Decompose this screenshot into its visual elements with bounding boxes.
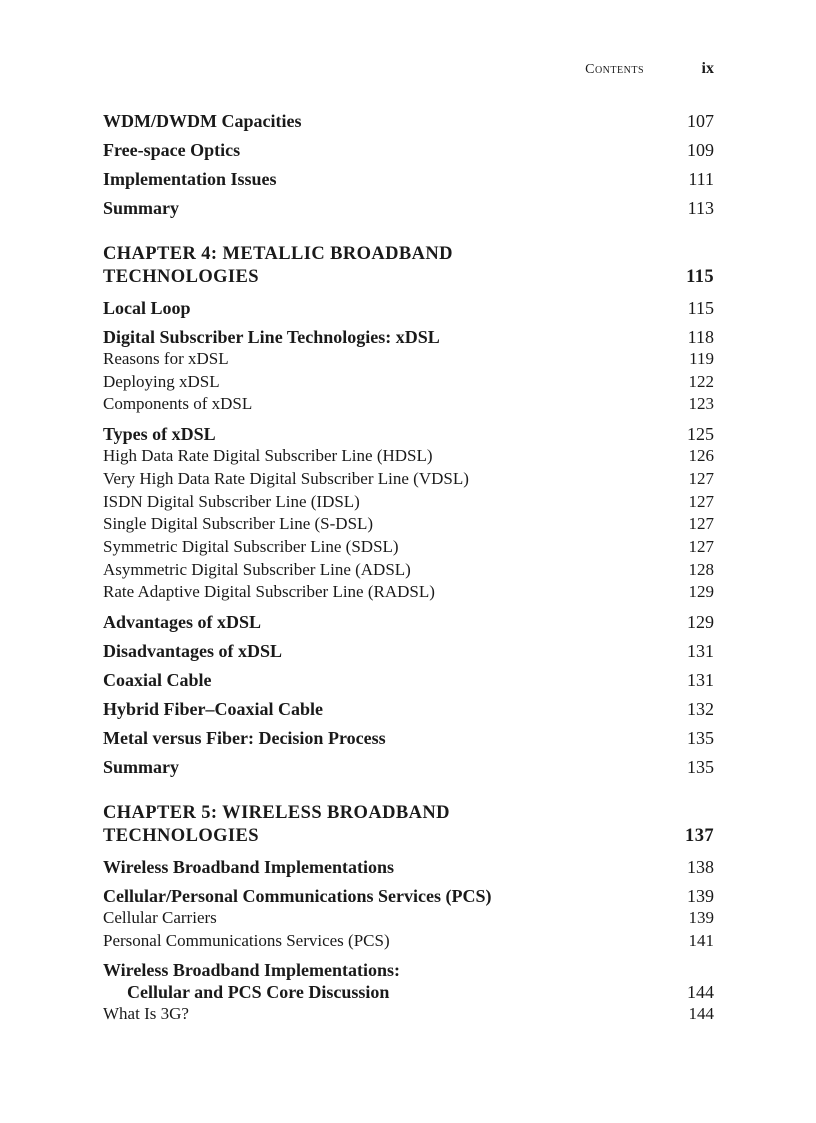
toc-section-entry bbox=[103, 756, 714, 778]
toc-entry-page-number: 131 bbox=[687, 670, 714, 691]
toc-subsection-entry bbox=[103, 536, 714, 559]
chapter-title-line1: CHAPTER 5: WIRELESS BROADBAND bbox=[103, 803, 450, 824]
toc-entry-row bbox=[103, 981, 714, 1003]
toc-entry-page-number: 128 bbox=[688, 559, 714, 579]
toc-entry-page-number: 139 bbox=[687, 886, 714, 907]
toc-entry-title: Summary bbox=[103, 757, 179, 778]
toc-subsection-entry bbox=[103, 907, 714, 930]
toc-section-entry bbox=[103, 727, 714, 749]
toc-entry-page-number: 127 bbox=[688, 514, 714, 534]
toc-entry-page-number: 122 bbox=[688, 371, 714, 391]
toc-section-entry bbox=[103, 326, 714, 348]
toc-entry-title-line1: Wireless Broadband Implementations: bbox=[103, 960, 401, 981]
chapter-heading bbox=[103, 802, 714, 848]
running-head-title: Contents bbox=[585, 62, 644, 77]
toc-entry-page-number: 126 bbox=[688, 446, 714, 466]
toc-entry-title: Personal Communications Services (PCS) bbox=[103, 930, 390, 950]
toc-entry-title: Asymmetric Digital Subscriber Line (ADSL) bbox=[103, 559, 411, 579]
toc-entry-title: Deploying xDSL bbox=[103, 371, 220, 391]
toc-entry-multiline bbox=[103, 959, 714, 1003]
toc-entry-title: Types of xDSL bbox=[103, 424, 216, 445]
toc-entry-title: Symmetric Digital Subscriber Line (SDSL) bbox=[103, 536, 399, 556]
chapter-title-line2: TECHNOLOGIES bbox=[103, 826, 259, 847]
toc-entry-title: Implementation Issues bbox=[103, 169, 277, 189]
toc-section-entry bbox=[103, 110, 714, 132]
toc-entry-title: Very High Data Rate Digital Subscriber Line (VDSL) bbox=[103, 468, 469, 488]
toc-entry-title: Digital Subscriber Line Technologies: xDSL bbox=[103, 327, 440, 347]
running-head bbox=[103, 60, 714, 80]
toc-entry-page-number: 139 bbox=[688, 908, 714, 928]
toc-subsection-entry bbox=[103, 1003, 714, 1026]
toc-entry-title: Local Loop bbox=[103, 298, 191, 318]
toc-entry-page-number: 144 bbox=[688, 1004, 714, 1024]
toc-subsection-entry bbox=[103, 581, 714, 604]
toc-entry-page-number: 127 bbox=[688, 536, 714, 556]
toc-entry-title: Coaxial Cable bbox=[103, 670, 212, 691]
toc-entry-page-number: 141 bbox=[688, 930, 714, 950]
toc-subsection-entry bbox=[103, 348, 714, 371]
chapter-title-row bbox=[103, 825, 714, 848]
toc-entry-page-number: 125 bbox=[687, 424, 714, 445]
toc-subsection-entry bbox=[103, 393, 714, 416]
toc-subsection-entry bbox=[103, 468, 714, 491]
toc-entry-title: High Data Rate Digital Subscriber Line (HDSL) bbox=[103, 446, 433, 466]
toc-entry-page-number: 119 bbox=[689, 349, 714, 368]
toc-subsection-entry bbox=[103, 491, 714, 514]
toc-entry-page-number: 109 bbox=[687, 140, 714, 160]
toc-entry-page-number: 123 bbox=[688, 394, 714, 414]
toc-section-entry bbox=[103, 139, 714, 161]
chapter-title-line2: TECHNOLOGIES bbox=[103, 267, 259, 287]
toc-entry-page-number: 132 bbox=[687, 699, 714, 720]
toc-entry-page-number: 111 bbox=[688, 169, 714, 189]
toc-section-entry bbox=[103, 856, 714, 878]
toc-entry-title: Reasons for xDSL bbox=[103, 349, 229, 368]
toc-entry-page-number: 135 bbox=[687, 757, 714, 778]
toc-section-entry bbox=[103, 611, 714, 633]
toc-section-entry bbox=[103, 297, 714, 319]
toc-entry-page-number: 135 bbox=[687, 728, 714, 749]
toc-section-entry bbox=[103, 168, 714, 190]
toc-entry-title: WDM/DWDM Capacities bbox=[103, 111, 302, 131]
toc-entry-page-number: 118 bbox=[687, 327, 714, 347]
running-head-page-number: ix bbox=[701, 60, 714, 77]
toc-entry-title: Disadvantages of xDSL bbox=[103, 641, 283, 662]
chapter-page-number: 137 bbox=[685, 826, 714, 847]
table-of-contents bbox=[103, 110, 714, 1026]
toc-entry-page-number: 115 bbox=[687, 298, 714, 318]
toc-entry-title: Cellular Carriers bbox=[103, 908, 217, 928]
toc-entry-page-number: 107 bbox=[687, 111, 714, 131]
toc-entry-title: Components of xDSL bbox=[103, 394, 253, 414]
toc-section-entry bbox=[103, 197, 714, 219]
toc-entry-title: Metal versus Fiber: Decision Process bbox=[103, 728, 386, 749]
toc-section-entry bbox=[103, 885, 714, 907]
toc-entry-page-number: 138 bbox=[687, 857, 714, 878]
toc-entry-page-number: 144 bbox=[687, 982, 714, 1003]
chapter-title-line1: CHAPTER 4: METALLIC BROADBAND bbox=[103, 244, 453, 264]
toc-entry-title: Advantages of xDSL bbox=[103, 612, 262, 633]
chapter-heading bbox=[103, 243, 714, 289]
toc-entry-page-number: 127 bbox=[688, 468, 714, 488]
toc-entry-page-number: 127 bbox=[688, 491, 714, 511]
toc-subsection-entry bbox=[103, 371, 714, 394]
toc-entry-page-number: 131 bbox=[687, 641, 714, 662]
toc-section-entry bbox=[103, 669, 714, 691]
toc-entry-title: Hybrid Fiber–Coaxial Cable bbox=[103, 699, 323, 720]
toc-entry-title: Cellular/Personal Communications Services (PCS) bbox=[103, 886, 492, 907]
toc-entry-title-line2: Cellular and PCS Core Discussion bbox=[127, 982, 390, 1003]
toc-entry-title: ISDN Digital Subscriber Line (IDSL) bbox=[103, 491, 360, 511]
chapter-title-row bbox=[103, 266, 714, 289]
toc-section-entry bbox=[103, 423, 714, 445]
toc-entry-title: Wireless Broadband Implementations bbox=[103, 857, 395, 878]
chapter-page-number: 115 bbox=[686, 267, 714, 287]
toc-subsection-entry bbox=[103, 513, 714, 536]
toc-subsection-entry bbox=[103, 930, 714, 953]
toc-entry-title: Free-space Optics bbox=[103, 140, 241, 160]
toc-entry-title: Summary bbox=[103, 198, 179, 218]
toc-entry-title: Single Digital Subscriber Line (S-DSL) bbox=[103, 514, 374, 534]
toc-entry-page-number: 129 bbox=[688, 582, 714, 602]
toc-entry-title: Rate Adaptive Digital Subscriber Line (RADSL) bbox=[103, 582, 435, 602]
toc-section-entry bbox=[103, 640, 714, 662]
toc-entry-page-number: 113 bbox=[687, 198, 714, 218]
toc-entry-title: What Is 3G? bbox=[103, 1004, 189, 1024]
toc-entry-page-number: 129 bbox=[687, 612, 714, 633]
toc-subsection-entry bbox=[103, 559, 714, 582]
toc-section-entry bbox=[103, 698, 714, 720]
toc-subsection-entry bbox=[103, 445, 714, 468]
